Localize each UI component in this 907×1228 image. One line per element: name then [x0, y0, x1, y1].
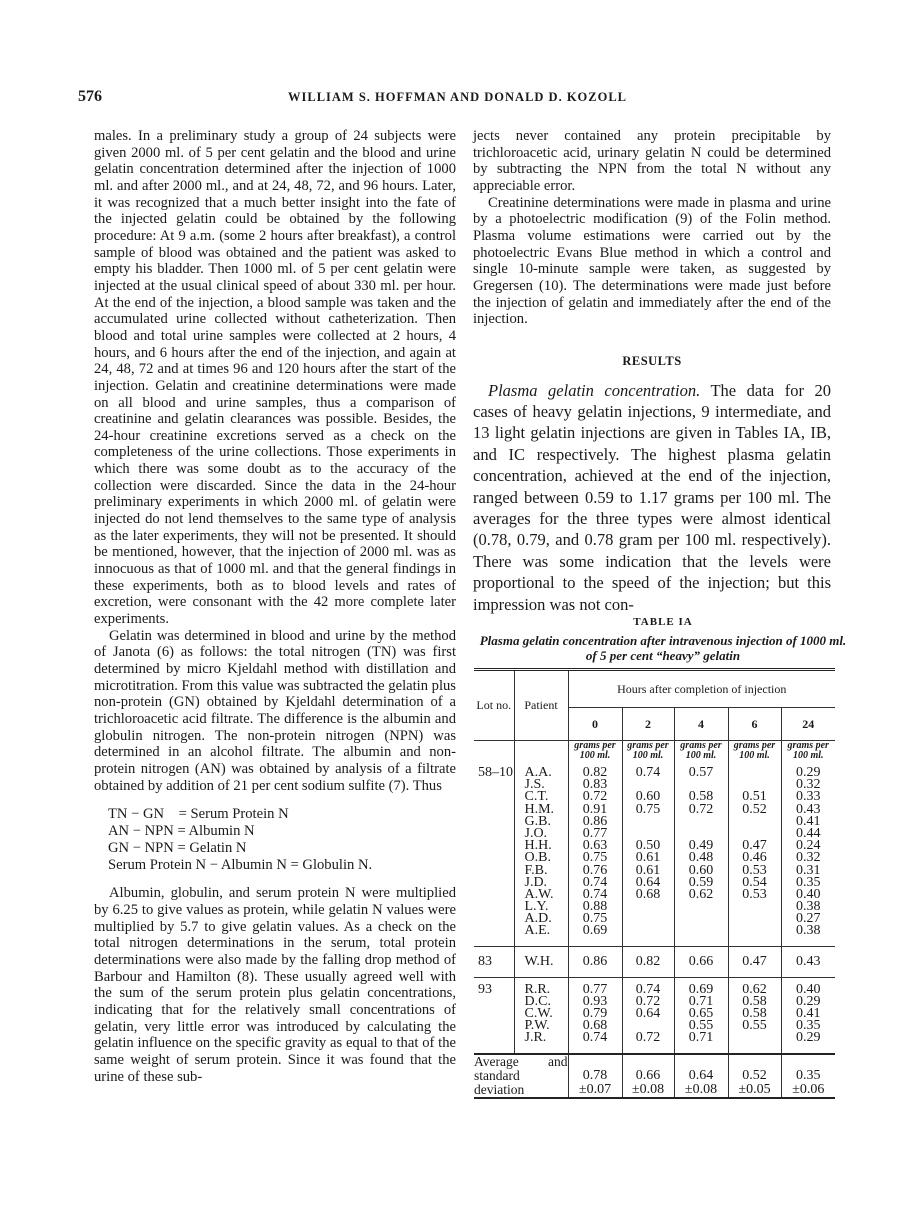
- page-header: [78, 88, 838, 108]
- value-cell: 0.82: [622, 946, 674, 977]
- column-header-hour: 24: [781, 708, 835, 741]
- value-cell: 0.86: [568, 946, 622, 977]
- column-header-hour: 4: [674, 708, 728, 741]
- patient-cell: A.A. J.S. C.T. H.M. G.B. J.O. H.H. O.B. F.B. J.D. A.W. L.Y. A.D. A.E.: [514, 761, 568, 946]
- average-label: Average and standard deviation: [474, 1053, 568, 1097]
- value-cell: 0.82 0.83 0.72 0.91 0.86 0.77 0.63 0.75 0.76 0.74 0.74 0.88 0.75 0.69: [568, 761, 622, 946]
- value-cell: 0.77 0.93 0.79 0.68 0.74: [568, 977, 622, 1053]
- equation: AN − NPN = Albumin N: [108, 823, 255, 840]
- running-head: WILLIAM S. HOFFMAN AND DONALD D. KOZOLL: [288, 90, 628, 104]
- results-paragraph: [473, 380, 831, 615]
- value-cell: 0.74 0.72 0.64 0.72: [622, 977, 674, 1053]
- patient-cell: W.H.: [514, 946, 568, 977]
- unit-label: grams per 100 ml.: [674, 741, 728, 762]
- unit-label: grams per 100 ml.: [568, 741, 622, 762]
- value-cell: 0.62 0.58 0.58 0.55: [728, 977, 781, 1053]
- table-row-group: [474, 761, 835, 946]
- paragraph: Creatinine determinations were made in plasma and urine by a photoelectric modification (9) of the Folin method. Plasma volume estimations were carried out by the photoelectric Evans Blue method in which a control and single 10-minute sample were taken, as suggested by Gregersen (10). The determinations were made just before the injection of gelatin and immediately after the end of the injection.: [473, 194, 831, 328]
- table-row-group: [474, 977, 835, 1053]
- equation: Serum Protein N − Albumin N = Globulin N.: [108, 856, 373, 873]
- span-header: Hours after completion of injection: [568, 670, 835, 708]
- value-cell: 0.57 0.58 0.72 0.49 0.48 0.60 0.59 0.62: [674, 761, 728, 946]
- equation: TN − GN = Serum Protein N: [108, 806, 289, 823]
- section-heading: RESULTS: [622, 353, 682, 368]
- average-cell: 0.64 ±0.08: [674, 1054, 728, 1098]
- column-header-lot: Lot no.: [474, 670, 514, 741]
- value-cell: 0.51 0.52 0.47 0.46 0.53 0.54 0.53: [728, 761, 781, 946]
- column-header-hour: 6: [728, 708, 781, 741]
- column-header-hour: 2: [622, 708, 674, 741]
- average-cell: 0.52 ±0.05: [728, 1054, 781, 1098]
- right-column: [473, 128, 831, 615]
- table-label: TABLE IA: [633, 616, 693, 628]
- results-body: The data for 20 cases of heavy gelatin injections, 9 intermediate, and 13 light gelatin injections are given in Tables IA, IB, and IC respectively. The highest plasma gelatin concentration, achieved at the end of the injection, ranged between 0.59 to 1.17 grams per 100 ml. The averages for the three types were almost identical (0.78, 0.79, and 0.78 gram per 100 ml. respectively). There was some indication that the levels were proportional to the speed of the injection; but this impression was not con-: [473, 380, 831, 614]
- column-header-hour: 0: [568, 708, 622, 741]
- lot-number: 93: [478, 981, 492, 997]
- paragraph: males. In a preliminary study a group of 24 subjects were given 2000 ml. of 5 per cent gelatin and the blood and urine gelatin concentration determined after the injection of 1000 ml. and after 2000 ml., and at 24, 48, 72, and 96 hours. Later, it was recognized that a much better insight into the fate of the injected gelatin could be obtained by the following procedure: At 9 a.m. (some 2 hours after breakfast), a control sample of blood was obtained and the patient was asked to empty his bladder. Then 1000 ml. of 5 per cent gelatin were injected at the usual clinical speed of about 330 ml. per hour. At the end of the injection, a blood sample was taken and the accumulated urine collected without catheterization. Then blood and total urine samples were collected at 2 hours, 4 hours, and 6 hours after the end of the injection, and again at 24, 48, 72 and at times 96 and 120 hours after the start of the injection. Gelatin and creatinine determinations were made on all blood and urine samples, thus a comparison of creatinine and gelatin clearances was possible. Besides, the 24-hour creatinine excretions served as a check on the completeness of the urine collections. Those experiments in which there was some doubt as to the accuracy of the collection were discarded. Since the data in the 24-hour preliminary experiments in which 2000 ml. of gelatin were injected do not lend themselves to the same type of analysis as the later experiments, they will not be presented. It should be mentioned, however, that the injection of 2000 ml. was as innocuous as that of 1000 ml. and that the general findings in these experiments, both as to blood levels and rates of excretion, were consonant with the 42 more complete later experiments.: [94, 128, 456, 628]
- value-cell: 0.47: [728, 946, 781, 977]
- value-cell: 0.29 0.32 0.33 0.43 0.41 0.44 0.24 0.32 0.31 0.35 0.40 0.38 0.27 0.38: [781, 761, 835, 946]
- data-table: [474, 668, 835, 1099]
- table-caption: Plasma gelatin concentration after intravenous injection of 1000 ml. of 5 per cent “heavy” gelatin: [479, 633, 847, 663]
- lot-number: 58–10: [478, 765, 513, 780]
- equation: GN − NPN = Gelatin N: [108, 839, 247, 856]
- unit-label: grams per 100 ml.: [728, 741, 781, 762]
- value-cell: 0.69 0.71 0.65 0.55 0.71: [674, 977, 728, 1053]
- page-number: 576: [78, 88, 102, 105]
- results-lead: Plasma gelatin concentration.: [488, 380, 701, 400]
- left-column: [94, 128, 456, 1085]
- unit-label: grams per 100 ml.: [622, 741, 674, 762]
- lot-number: 83: [474, 946, 514, 977]
- average-cell: 0.66 ±0.08: [622, 1054, 674, 1098]
- table-row-group: [474, 946, 835, 977]
- unit-label: grams per 100 ml.: [781, 741, 835, 762]
- paragraph: Gelatin was determined in blood and urine by the method of Janota (6) as follows: the total nitrogen (TN) was first determined by micro Kjeldahl method with distillation and microtitration. From this value was subtracted the gelatin plus non-protein (GN) obtained by Kjeldahl determination of a trichloroacetic acid filtrate. The difference is the albumin and globulin nitrogen. The non-protein nitrogen (NPN) was determined in an alcohol filtrate. The albumin and non-protein nitrogen (AN) was obtained by analysis of a filtrate obtained by addition of 21 per cent sodium sulfite (7). Thus: [94, 627, 456, 794]
- value-cell: 0.40 0.29 0.41 0.35 0.29: [781, 977, 835, 1053]
- equations: [108, 806, 456, 873]
- value-cell: 0.74 0.60 0.75 0.50 0.61 0.61 0.64 0.68: [622, 761, 674, 946]
- paragraph: Albumin, globulin, and serum protein N were multiplied by 6.25 to give values as protein, while gelatin N values were multiplied by 5.7 to give gelatin values. As a check on the total nitrogen determinations in the serum, total protein determinations were also made by the falling drop method of Barbour and Hamilton (8). These usually agreed well with the sum of the serum protein plus gelatin concentrations, indicating that for the relatively small concentrations of gelatin, very little error was introduced by calculating the gelatin influence on the specific gravity as equal to that of the same weight of serum protein. Since it was found that the urine of these sub-: [94, 885, 456, 1085]
- paragraph: jects never contained any protein precipitable by trichloroacetic acid, urinary gelatin N could be determined by subtracting the NPN from the total N without any appreciable error.: [473, 128, 831, 194]
- value-cell: 0.66: [674, 946, 728, 977]
- average-row: [474, 1054, 835, 1098]
- average-cell: 0.78 ±0.07: [568, 1054, 622, 1098]
- value-cell: 0.43: [781, 946, 835, 977]
- column-header-patient: Patient: [514, 670, 568, 741]
- patient-cell: R.R. D.C. C.W. P.W. J.R.: [514, 977, 568, 1053]
- average-cell: 0.35 ±0.06: [781, 1054, 835, 1098]
